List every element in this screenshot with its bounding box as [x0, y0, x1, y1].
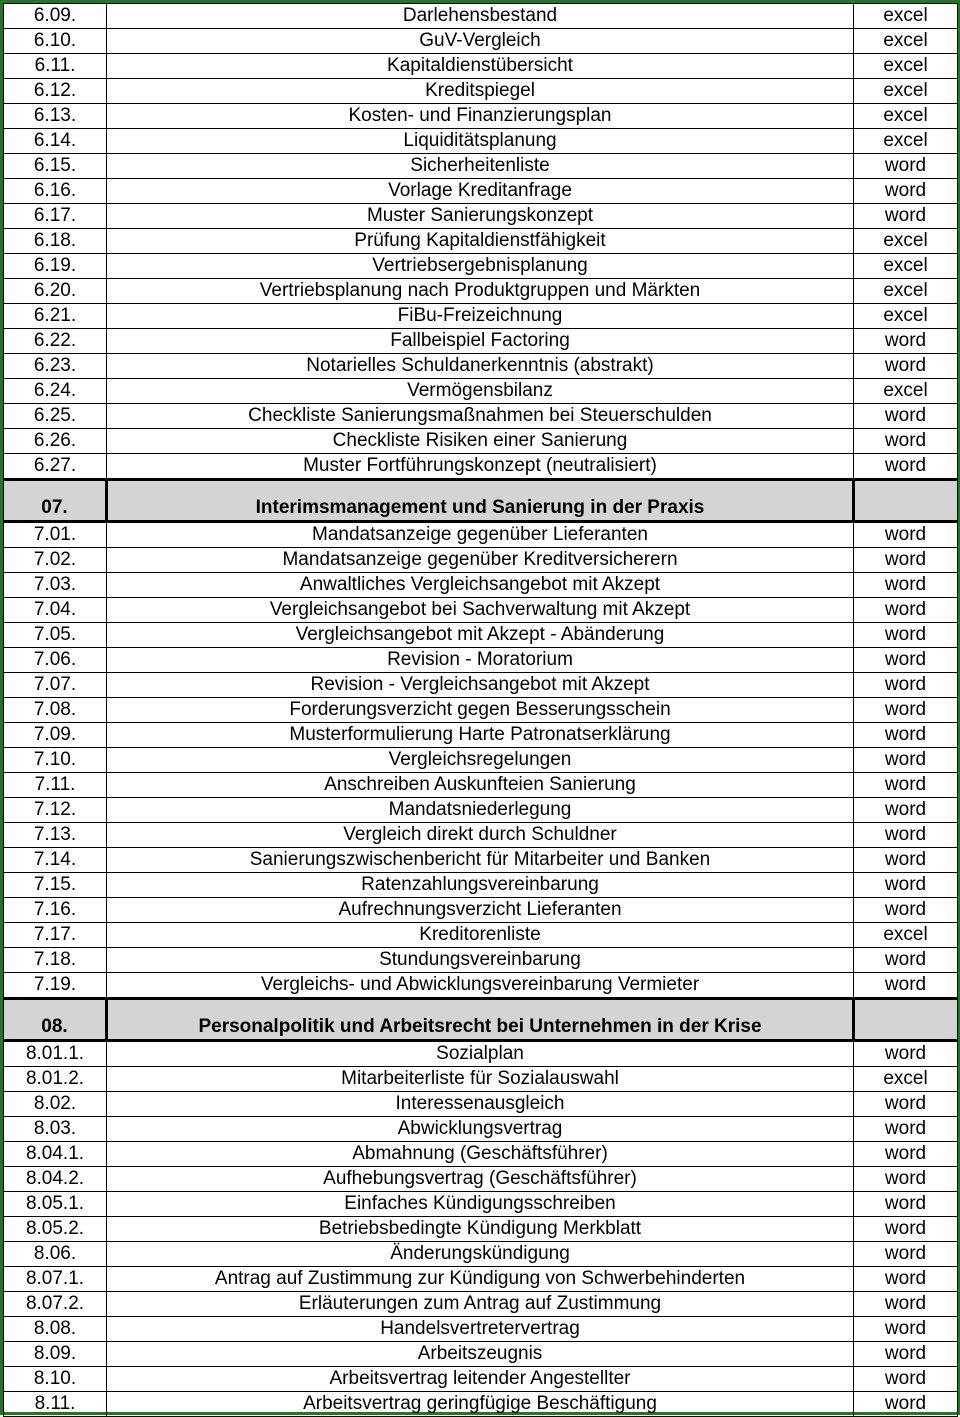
- row-title: Kosten- und Finanzierungsplan: [107, 104, 854, 129]
- row-title: Vergleichs- und Abwicklungsvereinbarung Vermieter: [107, 973, 854, 999]
- table-row: [4, 823, 958, 848]
- row-number: 7.02.: [4, 548, 107, 573]
- row-number: 6.24.: [4, 379, 107, 404]
- row-format: word: [854, 1392, 958, 1417]
- row-title: Mitarbeiterliste für Sozialauswahl: [107, 1067, 854, 1092]
- row-number: 7.14.: [4, 848, 107, 873]
- table-row: [4, 898, 958, 923]
- row-title: Interimsmanagement und Sanierung in der Praxis: [107, 480, 854, 522]
- row-title: Antrag auf Zustimmung zur Kündigung von Schwerbehinderten: [107, 1267, 854, 1292]
- row-title: Prüfung Kapitaldienstfähigkeit: [107, 229, 854, 254]
- row-number: 8.10.: [4, 1367, 107, 1392]
- table-row: [4, 204, 958, 229]
- row-title: Aufrechnungsverzicht Lieferanten: [107, 898, 854, 923]
- table-row: [4, 179, 958, 204]
- row-title: FiBu-Freizeichnung: [107, 304, 854, 329]
- row-title: Musterformulierung Harte Patronatserklärung: [107, 723, 854, 748]
- row-number: 7.17.: [4, 923, 107, 948]
- row-number: 6.16.: [4, 179, 107, 204]
- table-row: [4, 1292, 958, 1317]
- row-title: Sozialplan: [107, 1041, 854, 1067]
- table-row: [4, 873, 958, 898]
- row-title: GuV-Vergleich: [107, 29, 854, 54]
- table-row: [4, 522, 958, 548]
- row-number: 8.04.2.: [4, 1167, 107, 1192]
- row-title: Aufhebungsvertrag (Geschäftsführer): [107, 1167, 854, 1192]
- row-title: Änderungskündigung: [107, 1242, 854, 1267]
- row-format: word: [854, 873, 958, 898]
- table-row: [4, 379, 958, 404]
- row-title: Kreditspiegel: [107, 79, 854, 104]
- section-header-row: [4, 999, 958, 1041]
- row-number: 7.15.: [4, 873, 107, 898]
- row-format: word: [854, 1041, 958, 1067]
- row-title: Abwicklungsvertrag: [107, 1117, 854, 1142]
- row-title: Notarielles Schuldanerkenntnis (abstrakt): [107, 354, 854, 379]
- table-row: [4, 104, 958, 129]
- row-number: 7.01.: [4, 522, 107, 548]
- row-number: 7.06.: [4, 648, 107, 673]
- row-number: 6.25.: [4, 404, 107, 429]
- row-number: 6.10.: [4, 29, 107, 54]
- row-format: excel: [854, 54, 958, 79]
- row-format: word: [854, 522, 958, 548]
- row-number: 7.03.: [4, 573, 107, 598]
- row-number: 6.19.: [4, 254, 107, 279]
- row-title: Ratenzahlungsvereinbarung: [107, 873, 854, 898]
- table-row: [4, 329, 958, 354]
- row-number: 7.08.: [4, 698, 107, 723]
- row-title: Kapitaldienstübersicht: [107, 54, 854, 79]
- table-row: [4, 673, 958, 698]
- table-row: [4, 1367, 958, 1392]
- row-title: Arbeitsvertrag geringfügige Beschäftigung: [107, 1392, 854, 1417]
- row-title: Checkliste Risiken einer Sanierung: [107, 429, 854, 454]
- row-format: excel: [854, 104, 958, 129]
- row-format: word: [854, 773, 958, 798]
- row-title: Revision - Vergleichsangebot mit Akzept: [107, 673, 854, 698]
- table-row: [4, 723, 958, 748]
- row-number: 6.17.: [4, 204, 107, 229]
- row-number: 7.07.: [4, 673, 107, 698]
- row-title: Kreditorenliste: [107, 923, 854, 948]
- row-format: word: [854, 823, 958, 848]
- table-row: [4, 598, 958, 623]
- row-format: word: [854, 973, 958, 999]
- row-format: word: [854, 154, 958, 179]
- row-number: 7.16.: [4, 898, 107, 923]
- row-format: word: [854, 329, 958, 354]
- row-format: excel: [854, 129, 958, 154]
- row-format: word: [854, 1317, 958, 1342]
- row-number: 6.23.: [4, 354, 107, 379]
- row-number: 6.15.: [4, 154, 107, 179]
- row-format: word: [854, 573, 958, 598]
- row-title: Vergleichsangebot mit Akzept - Abänderung: [107, 623, 854, 648]
- row-format: word: [854, 1342, 958, 1367]
- row-title: Stundungsvereinbarung: [107, 948, 854, 973]
- table-row: [4, 973, 958, 999]
- row-format: word: [854, 748, 958, 773]
- row-title: Forderungsverzicht gegen Besserungsschein: [107, 698, 854, 723]
- row-title: Vertriebsergebnisplanung: [107, 254, 854, 279]
- row-number: 6.14.: [4, 129, 107, 154]
- table-row: [4, 848, 958, 873]
- row-title: Erläuterungen zum Antrag auf Zustimmung: [107, 1292, 854, 1317]
- row-format: word: [854, 723, 958, 748]
- table-row: [4, 404, 958, 429]
- table-row: [4, 1167, 958, 1192]
- row-title: Mandatsniederlegung: [107, 798, 854, 823]
- row-number: 7.10.: [4, 748, 107, 773]
- table-body: [4, 4, 958, 1417]
- row-title: Revision - Moratorium: [107, 648, 854, 673]
- row-number: 6.21.: [4, 304, 107, 329]
- table-row: [4, 129, 958, 154]
- section-header-row: [4, 480, 958, 522]
- row-format: word: [854, 648, 958, 673]
- row-format: word: [854, 898, 958, 923]
- row-number: 6.18.: [4, 229, 107, 254]
- row-title: Muster Sanierungskonzept: [107, 204, 854, 229]
- row-number: 7.13.: [4, 823, 107, 848]
- row-title: Sanierungszwischenbericht für Mitarbeiter und Banken: [107, 848, 854, 873]
- table-row: [4, 304, 958, 329]
- row-format: word: [854, 1167, 958, 1192]
- table-row: [4, 1092, 958, 1117]
- row-title: Fallbeispiel Factoring: [107, 329, 854, 354]
- table-row: [4, 1317, 958, 1342]
- row-number: 8.05.2.: [4, 1217, 107, 1242]
- row-number: 7.04.: [4, 598, 107, 623]
- row-format: word: [854, 698, 958, 723]
- row-number: 8.01.1.: [4, 1041, 107, 1067]
- row-title: Checkliste Sanierungsmaßnahmen bei Steuerschulden: [107, 404, 854, 429]
- template-list-table: [3, 3, 958, 1417]
- table-row: [4, 548, 958, 573]
- table-row: [4, 54, 958, 79]
- row-title: Arbeitsvertrag leitender Angestellter: [107, 1367, 854, 1392]
- row-number: 7.05.: [4, 623, 107, 648]
- row-title: Handelsvertretervertrag: [107, 1317, 854, 1342]
- row-title: Vergleichsregelungen: [107, 748, 854, 773]
- row-number: 8.07.1.: [4, 1267, 107, 1292]
- table-row: [4, 454, 958, 480]
- table-row: [4, 279, 958, 304]
- row-title: Darlehensbestand: [107, 4, 854, 29]
- table-row: [4, 1041, 958, 1067]
- row-number: 6.13.: [4, 104, 107, 129]
- row-title: Muster Fortführungskonzept (neutralisiert): [107, 454, 854, 480]
- row-format: word: [854, 673, 958, 698]
- row-title: Betriebsbedingte Kündigung Merkblatt: [107, 1217, 854, 1242]
- row-format: word: [854, 454, 958, 480]
- row-number: 8.06.: [4, 1242, 107, 1267]
- table-row: [4, 1342, 958, 1367]
- row-number: 8.08.: [4, 1317, 107, 1342]
- table-row: [4, 1267, 958, 1292]
- table-row: [4, 573, 958, 598]
- table-row: [4, 1067, 958, 1092]
- row-number: 8.05.1.: [4, 1192, 107, 1217]
- table-row: [4, 79, 958, 104]
- table-row: [4, 4, 958, 29]
- row-format: word: [854, 204, 958, 229]
- row-format: excel: [854, 4, 958, 29]
- row-format: excel: [854, 29, 958, 54]
- row-title: Einfaches Kündigungsschreiben: [107, 1192, 854, 1217]
- row-number: 7.11.: [4, 773, 107, 798]
- table-row: [4, 1242, 958, 1267]
- row-title: Mandatsanzeige gegenüber Lieferanten: [107, 522, 854, 548]
- row-format: excel: [854, 1067, 958, 1092]
- table-row: [4, 698, 958, 723]
- row-format: word: [854, 179, 958, 204]
- row-title: Vergleichsangebot bei Sachverwaltung mit Akzept: [107, 598, 854, 623]
- table-row: [4, 923, 958, 948]
- row-number: 8.01.2.: [4, 1067, 107, 1092]
- row-format: word: [854, 623, 958, 648]
- row-title: Vergleich direkt durch Schuldner: [107, 823, 854, 848]
- table-row: [4, 254, 958, 279]
- table-row: [4, 748, 958, 773]
- row-format: excel: [854, 304, 958, 329]
- row-number: 8.03.: [4, 1117, 107, 1142]
- row-number: 6.09.: [4, 4, 107, 29]
- row-title: Anschreiben Auskunfteien Sanierung: [107, 773, 854, 798]
- row-format: [854, 999, 958, 1041]
- row-title: Abmahnung (Geschäftsführer): [107, 1142, 854, 1167]
- row-format: excel: [854, 923, 958, 948]
- row-number: 6.11.: [4, 54, 107, 79]
- row-number: 6.12.: [4, 79, 107, 104]
- table-row: [4, 1117, 958, 1142]
- row-title: Anwaltliches Vergleichsangebot mit Akzept: [107, 573, 854, 598]
- row-format: word: [854, 598, 958, 623]
- row-title: Arbeitszeugnis: [107, 1342, 854, 1367]
- row-title: Vermögensbilanz: [107, 379, 854, 404]
- row-format: word: [854, 1242, 958, 1267]
- table-row: [4, 648, 958, 673]
- row-format: word: [854, 848, 958, 873]
- table-row: [4, 29, 958, 54]
- row-number: 07.: [4, 480, 107, 522]
- row-format: word: [854, 948, 958, 973]
- row-format: word: [854, 354, 958, 379]
- row-format: word: [854, 1117, 958, 1142]
- row-number: 7.18.: [4, 948, 107, 973]
- row-format: word: [854, 1367, 958, 1392]
- row-number: 6.22.: [4, 329, 107, 354]
- row-number: 08.: [4, 999, 107, 1041]
- row-title: Liquiditätsplanung: [107, 129, 854, 154]
- row-title: Vertriebsplanung nach Produktgruppen und Märkten: [107, 279, 854, 304]
- row-number: 6.27.: [4, 454, 107, 480]
- row-title: Sicherheitenliste: [107, 154, 854, 179]
- row-title: Personalpolitik und Arbeitsrecht bei Unternehmen in der Krise: [107, 999, 854, 1041]
- row-number: 7.12.: [4, 798, 107, 823]
- row-number: 8.04.1.: [4, 1142, 107, 1167]
- row-format: word: [854, 1092, 958, 1117]
- row-format: excel: [854, 79, 958, 104]
- row-number: 8.07.2.: [4, 1292, 107, 1317]
- table-row: [4, 229, 958, 254]
- table-row: [4, 798, 958, 823]
- row-format: word: [854, 798, 958, 823]
- table-row: [4, 354, 958, 379]
- row-format: word: [854, 1292, 958, 1317]
- table-row: [4, 429, 958, 454]
- row-number: 6.26.: [4, 429, 107, 454]
- row-number: 7.09.: [4, 723, 107, 748]
- row-number: 8.09.: [4, 1342, 107, 1367]
- table-row: [4, 1142, 958, 1167]
- row-number: 7.19.: [4, 973, 107, 999]
- row-format: [854, 480, 958, 522]
- row-format: excel: [854, 254, 958, 279]
- table-row: [4, 948, 958, 973]
- row-format: word: [854, 1192, 958, 1217]
- row-format: excel: [854, 229, 958, 254]
- row-number: 8.11.: [4, 1392, 107, 1417]
- row-title: Interessenausgleich: [107, 1092, 854, 1117]
- row-format: word: [854, 548, 958, 573]
- row-title: Vorlage Kreditanfrage: [107, 179, 854, 204]
- table-row: [4, 773, 958, 798]
- table-row: [4, 154, 958, 179]
- table-row: [4, 623, 958, 648]
- row-number: 8.02.: [4, 1092, 107, 1117]
- row-format: word: [854, 404, 958, 429]
- row-format: excel: [854, 279, 958, 304]
- row-format: word: [854, 1217, 958, 1242]
- row-format: excel: [854, 379, 958, 404]
- row-format: word: [854, 429, 958, 454]
- table-row: [4, 1392, 958, 1417]
- row-format: word: [854, 1142, 958, 1167]
- table-row: [4, 1192, 958, 1217]
- row-title: Mandatsanzeige gegenüber Kreditversicherern: [107, 548, 854, 573]
- table-row: [4, 1217, 958, 1242]
- row-number: 6.20.: [4, 279, 107, 304]
- row-format: word: [854, 1267, 958, 1292]
